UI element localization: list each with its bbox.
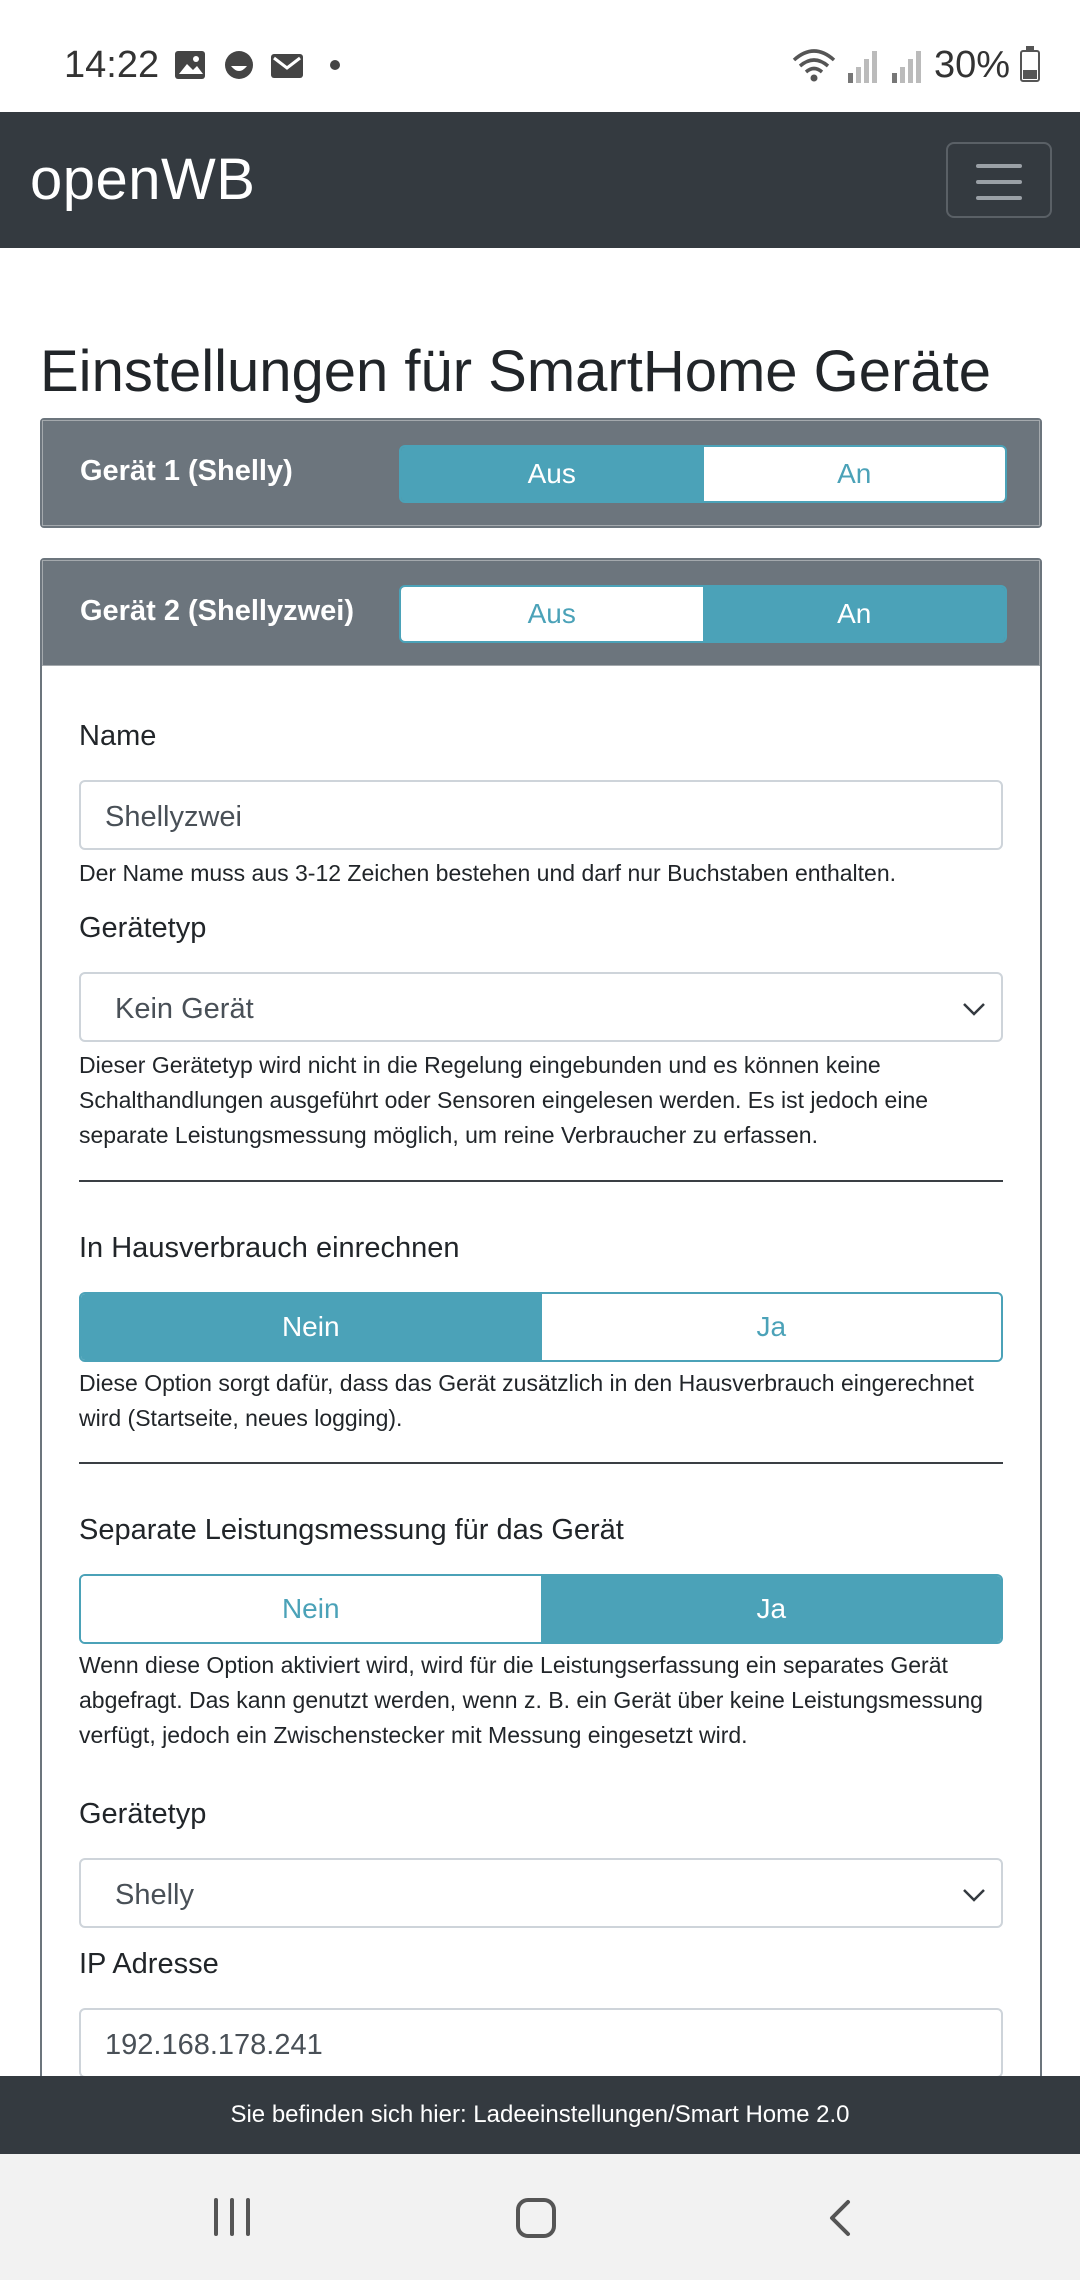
device-type-label: Gerätetyp <box>79 912 207 944</box>
menu-bar <box>976 196 1022 200</box>
chevron-down-icon <box>961 996 987 1022</box>
device-1-on-button[interactable]: An <box>703 447 1006 501</box>
device-2-on-button[interactable]: An <box>703 587 1006 641</box>
meter-type-value: Shelly <box>115 1879 194 1911</box>
name-input[interactable] <box>79 780 1003 850</box>
signal-icon <box>846 49 880 83</box>
dot-icon <box>330 60 340 70</box>
house-consumption-yes-button[interactable]: Ja <box>541 1294 1002 1360</box>
device-1-title: Gerät 1 (Shelly) <box>80 455 293 487</box>
menu-bar <box>976 164 1022 168</box>
house-consumption-no-button[interactable]: Nein <box>81 1294 541 1360</box>
main-content <box>0 248 1080 2076</box>
recent-bar <box>230 2198 234 2236</box>
device-2-title: Gerät 2 (Shellyzwei) <box>80 595 354 627</box>
recent-bar <box>214 2198 218 2236</box>
ip-address-input[interactable] <box>79 2008 1003 2076</box>
brand-logo-text[interactable]: openWB <box>30 147 256 212</box>
notification-icons <box>174 50 340 80</box>
separate-metering-yes-button[interactable]: Ja <box>541 1576 1002 1642</box>
device-1-toggle <box>399 445 1007 503</box>
separate-metering-no-button[interactable]: Nein <box>81 1576 541 1642</box>
navbar <box>0 112 1080 248</box>
image-icon <box>174 50 208 80</box>
device-2-toggle <box>399 585 1007 643</box>
ip-address-label: IP Adresse <box>79 1948 219 1980</box>
status-bar <box>0 0 1080 112</box>
back-icon[interactable] <box>824 2198 854 2238</box>
recent-bar <box>246 2198 250 2236</box>
device-card-1-header <box>42 420 1040 526</box>
recent-apps-icon[interactable] <box>214 2198 254 2236</box>
house-consumption-label: In Hausverbrauch einrechnen <box>79 1232 460 1264</box>
mail-icon <box>270 50 304 80</box>
ip-address-value: 192.168.178.241 <box>105 2029 323 2061</box>
device-2-off-button[interactable]: Aus <box>401 587 703 641</box>
name-label: Name <box>79 720 157 752</box>
name-input-value: Shellyzwei <box>105 801 242 833</box>
menu-bar <box>976 180 1022 184</box>
device-card-1 <box>40 418 1042 528</box>
battery-fill <box>1023 70 1037 78</box>
device-1-off-button[interactable]: Aus <box>401 447 703 501</box>
house-consumption-help-text: Diese Option sorgt dafür, dass das Gerät zusätzlich in den Hausverbrauch eingerechnet wird (Startseite, neues logging). <box>79 1370 974 1431</box>
home-icon[interactable] <box>516 2198 556 2238</box>
separate-metering-help-text: Wenn diese Option aktiviert wird, wird für die Leistungserfassung ein separates Gerät abgefragt. Das kann genutzt werden, wenn z. B. ein Gerät über keine Leistungsmessung verfügt, jedoch ein Zwischenstecker mit Messung eingesetzt wird. <box>79 1652 983 1748</box>
battery-percent: 30% <box>933 44 1010 86</box>
divider <box>79 1180 1003 1182</box>
meter-type-label: Gerätetyp <box>79 1798 207 1830</box>
system-icons <box>792 44 1040 87</box>
battery-icon <box>1020 50 1040 82</box>
signal-icon <box>890 49 924 83</box>
face-icon <box>222 50 256 80</box>
hamburger-menu-icon[interactable] <box>946 142 1052 218</box>
breadcrumb: Sie befinden sich hier: Ladeeinstellungen/Smart Home 2.0 <box>230 2101 850 2128</box>
separate-metering-label: Separate Leistungsmessung für das Gerät <box>79 1514 624 1546</box>
wifi-icon <box>792 48 836 84</box>
divider <box>79 1462 1003 1464</box>
separate-metering-toggle <box>79 1574 1003 1644</box>
system-navigation-bar <box>0 2154 1080 2280</box>
device-card-2 <box>40 558 1042 2076</box>
footer-breadcrumb-bar <box>0 2076 1080 2154</box>
name-help-text: Der Name muss aus 3-12 Zeichen bestehen und darf nur Buchstaben enthalten. <box>79 860 896 886</box>
chevron-down-icon <box>961 1882 987 1908</box>
device-type-help-text: Dieser Gerätetyp wird nicht in die Regelung eingebunden und es können keine Schalthandlungen ausgeführt oder Sensoren eingelesen werden. Es ist jedoch eine separate Leistungsmessung möglich, um reine Verbraucher zu erfassen. <box>79 1052 929 1148</box>
device-card-2-header <box>42 560 1040 666</box>
page-title: Einstellungen für SmartHome Geräte <box>40 339 991 404</box>
device-type-select[interactable] <box>79 972 1003 1042</box>
device-type-value: Kein Gerät <box>115 993 254 1025</box>
status-time: 14:22 <box>64 44 160 86</box>
meter-type-select[interactable] <box>79 1858 1003 1928</box>
house-consumption-toggle <box>79 1292 1003 1362</box>
